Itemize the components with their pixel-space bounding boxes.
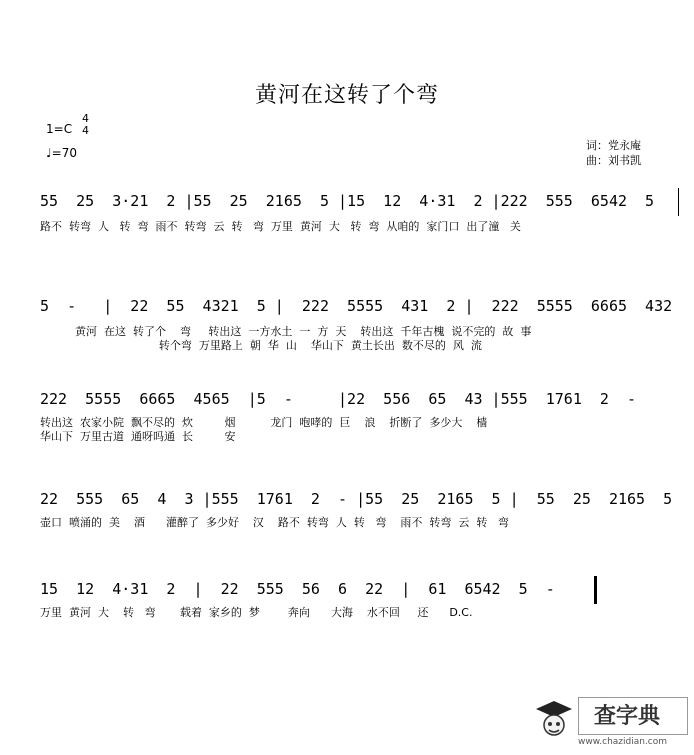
notation-line: 55 25 3·21 2 |55 25 2165 5 |15 12 4·31 2 |222 555 6542 5 <box>40 192 655 210</box>
time-signature-bottom: 4 <box>82 124 89 137</box>
lyricist-credit: 词：党永庵 <box>586 139 641 152</box>
key-signature: 1=C <box>46 122 73 136</box>
lyrics-line-2: 华山下 万里古道 通呀吗通 长 安 <box>40 430 236 443</box>
bar-line <box>678 188 679 216</box>
time-signature-top: 4 <box>82 112 89 125</box>
logo-url: www.chazidian.com <box>578 737 668 747</box>
final-bar-line <box>594 576 597 604</box>
notation-line: 222 5555 6665 4565 |5 - |22 556 65 43 |555 1761 2 - <box>40 390 637 408</box>
lyrics-line: 壶口 喷涌的 美 酒 灌醉了 多少好 汉 路不 转弯 人 转 弯 雨不 转弯 云 转 弯 <box>40 516 509 529</box>
lyrics-line: 路不 转弯 人 转 弯 雨不 转弯 云 转 弯 万里 黄河 大 转 弯 从咱的 家门口 出了潼 关 <box>40 220 521 233</box>
tempo-marking <box>46 146 77 160</box>
quarter-note-icon: ♩ <box>46 146 52 160</box>
notation-line: 22 555 65 4 3 |555 1761 2 - |55 25 2165 5 | 55 25 2165 5 <box>40 490 673 508</box>
song-title: 黄河在这转了个弯 <box>254 83 439 108</box>
lyrics-line: 万里 黄河 大 转 弯 载着 家乡的 梦 奔向 大海 水不回 还 D.C. <box>40 606 473 619</box>
tempo-value: =70 <box>51 146 77 160</box>
scholar-icon <box>534 697 574 741</box>
notation-line: 5 - | 22 55 4321 5 | 222 5555 431 2 | 222 5555 6665 432 <box>40 297 673 315</box>
lyrics-line-2: 转个弯 万里路上 朝 华 山 华山下 黄土长出 数不尽的 风 流 <box>40 339 482 352</box>
composer-credit: 曲：刘书凯 <box>586 154 641 167</box>
credits <box>586 138 641 168</box>
logo-name: 查字典 <box>594 704 661 729</box>
site-logo <box>530 693 690 753</box>
lyrics-line: 转出这 农家小院 飘不尽的 炊 烟 龙门 咆哮的 巨 浪 折断了 多少大 樯 <box>40 416 488 429</box>
lyrics-line: 黄河 在这 转了个 弯 转出这 一方水土 一 方 天 转出这 千年古槐 说不完的 故 事 <box>40 325 532 338</box>
time-signature <box>82 113 89 137</box>
notation-line: 15 12 4·31 2 | 22 555 56 6 22 | 61 6542 5 - <box>40 580 555 598</box>
